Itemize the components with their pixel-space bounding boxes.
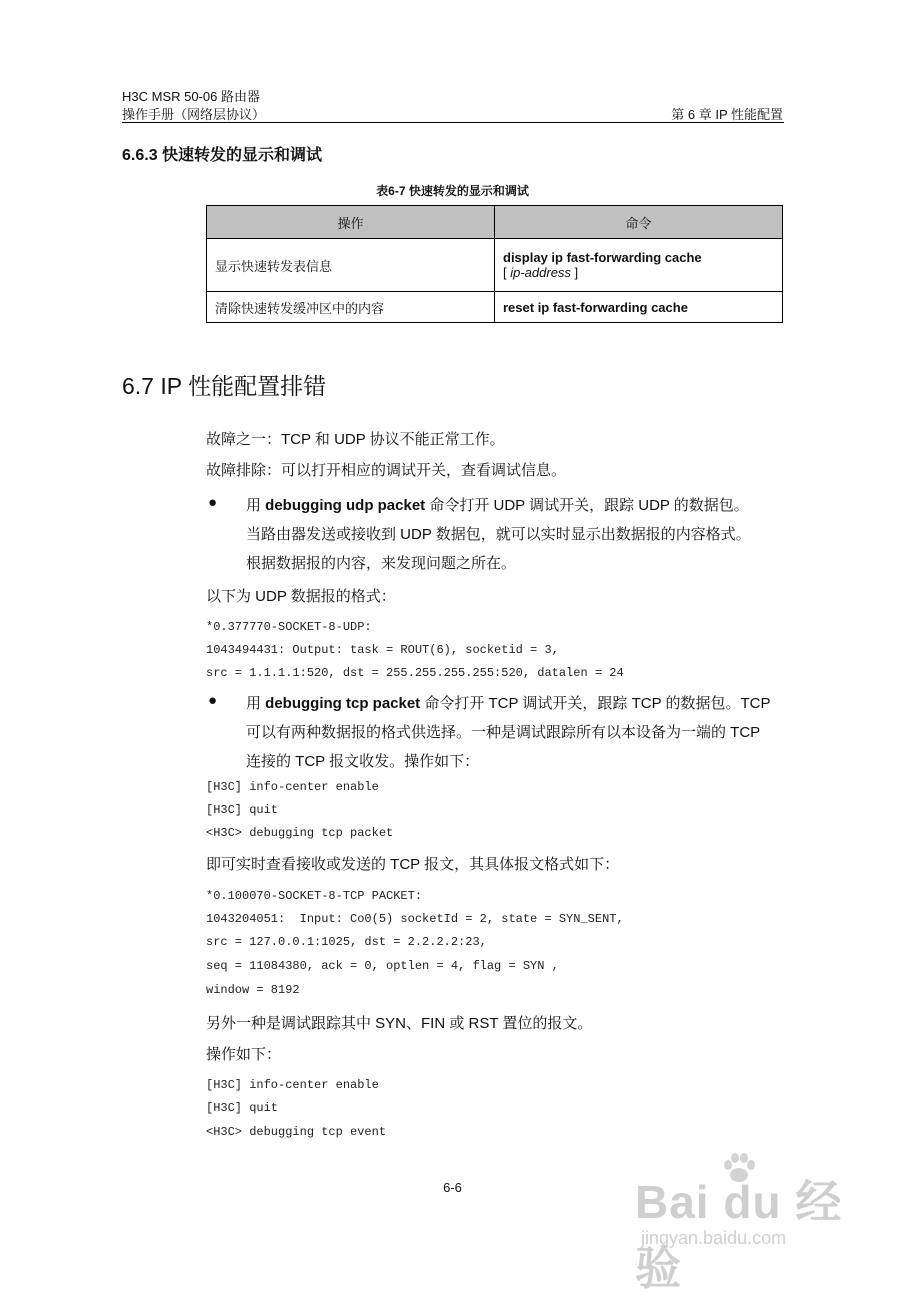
code-line: [H3C] quit: [206, 803, 279, 817]
argument-bracket-close: ]: [570, 265, 579, 280]
bullet-udp-line3: 根据数据报的内容，来发现问题之所在。: [246, 555, 517, 572]
table-cell-command: reset ip fast-forwarding cache: [495, 292, 783, 323]
table-caption: 表6-7 快速转发的显示和调试: [376, 184, 529, 198]
bullet-udp-line2: 当路由器发送或接收到 UDP 数据包，就可以实时显示出数据报的内容格式。: [246, 526, 751, 543]
command-text: display ip fast-forwarding cache: [503, 250, 702, 265]
bullet-tcp-pre: 用: [246, 695, 266, 712]
code-line: src = 1.1.1.1:520, dst = 255.255.255.255:520, datalen = 24: [206, 666, 624, 680]
bullet-tcp-line1: [246, 692, 771, 713]
code-line: 1043204051: Input: Co0(5) socketId = 2, state = SYN_SENT,: [206, 912, 624, 926]
header-product: H3C MSR 50-06 路由器: [122, 89, 260, 104]
header-divider: [122, 122, 784, 123]
bullet-udp-line1: [246, 494, 749, 515]
watermark-logo: Bai du 经验: [635, 1176, 843, 1294]
table-row: [207, 239, 783, 292]
code-line: window = 8192: [206, 983, 300, 997]
bullet-udp-post: 命令打开 UDP 调试开关，跟踪 UDP 的数据包。: [425, 497, 749, 514]
section-title-6-7: 6.7 IP 性能配置排错: [122, 373, 327, 399]
table-row: [207, 292, 783, 323]
code-line: [H3C] quit: [206, 1101, 279, 1115]
code-line: seq = 11084380, ack = 0, optlen = 4, flag = SYN ,: [206, 959, 559, 973]
section-title-6-6-3: 6.6.3 快速转发的显示和调试: [122, 147, 323, 164]
baidu-watermark: [635, 1148, 845, 1294]
table-cell-command: [495, 239, 783, 292]
table-cell-operation: 显示快速转发表信息: [207, 239, 495, 292]
paragraph-fault: 故障之一：TCP 和 UDP 协议不能正常工作。: [206, 431, 505, 448]
code-line: *0.377770-SOCKET-8-UDP:: [206, 620, 372, 634]
code-line: [H3C] info-center enable: [206, 1078, 379, 1092]
table-header-row: [207, 206, 783, 239]
paragraph-tcp-format: 即可实时查看接收或发送的 TCP 报文，其具体报文格式如下：: [206, 856, 620, 873]
paragraph-troubleshoot: 故障排除：可以打开相应的调试开关，查看调试信息。: [206, 462, 567, 479]
bullet-udp-command: debugging udp packet: [265, 497, 426, 514]
paragraph-udp-format: 以下为 UDP 数据报的格式：: [206, 588, 396, 605]
bullet-tcp-post: 命令打开 TCP 调试开关，跟踪 TCP 的数据包。TCP: [420, 695, 771, 712]
command-table: [206, 205, 783, 323]
argument-name: ip-address: [510, 265, 571, 280]
bullet-icon: ●: [208, 692, 218, 709]
command-argument: [503, 265, 774, 280]
code-line: 1043494431: Output: task = ROUT(6), socketid = 3,: [206, 643, 559, 657]
bullet-icon: ●: [208, 494, 218, 511]
code-line: src = 127.0.0.1:1025, dst = 2.2.2.2:23,: [206, 935, 487, 949]
table-header-operation: 操作: [207, 206, 495, 239]
table-cell-operation: 清除快速转发缓冲区中的内容: [207, 292, 495, 323]
code-line: [H3C] info-center enable: [206, 780, 379, 794]
bullet-tcp-line3: 连接的 TCP 报文收发。操作如下：: [246, 753, 480, 770]
argument-bracket-open: [: [503, 265, 511, 280]
code-line: <H3C> debugging tcp event: [206, 1125, 387, 1139]
header-manual: 操作手册（网络层协议）: [122, 107, 266, 122]
paragraph-operation: 操作如下：: [206, 1046, 282, 1063]
page-number: 6-6: [443, 1180, 462, 1195]
paragraph-other-type: 另外一种是调试跟踪其中 SYN、FIN 或 RST 置位的报文。: [206, 1015, 593, 1032]
header-chapter: 第 6 章 IP 性能配置: [671, 107, 783, 122]
bullet-tcp-command: debugging tcp packet: [265, 695, 421, 712]
code-line: <H3C> debugging tcp packet: [206, 826, 394, 840]
bullet-tcp-line2: 可以有两种数据报的格式供选择。一种是调试跟踪所有以本设备为一端的 TCP: [246, 724, 761, 741]
table-header-command: 命令: [495, 206, 783, 239]
bullet-udp-pre: 用: [246, 497, 266, 514]
code-line: *0.100070-SOCKET-8-TCP PACKET:: [206, 889, 423, 903]
watermark-url: jingyan.baidu.com: [641, 1228, 787, 1248]
